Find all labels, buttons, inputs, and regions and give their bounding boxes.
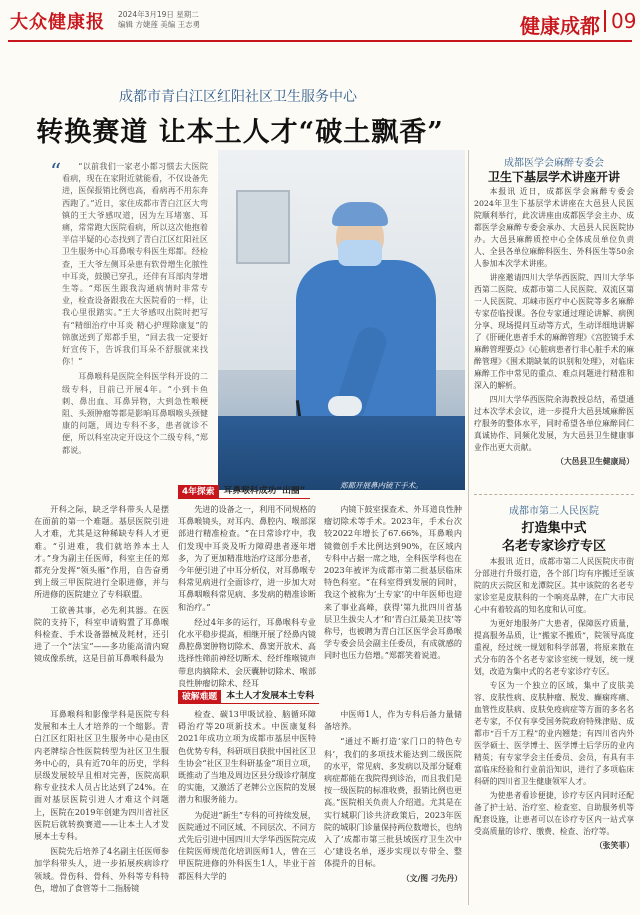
- sec2-column-1: [34, 708, 169, 897]
- body-paragraph: 开科之际，缺乏学科带头人是摆在面前的第一个难题。基层医院引进人才难，尤其是这种稀缺专科人才更难。“引进难，我们就培养本土人才。”身为副主任医师，科室主任的郑都充分发挥“领头雁”作用，自告奋勇到上级三甲医院进行全职进修，并与所进修的医院建立了专科联盟。: [34, 504, 169, 600]
- section-heading: 耳鼻喉科成功“出圈”: [219, 485, 311, 499]
- sidebar1-credit: （大邑县卫生健康局）: [556, 457, 634, 466]
- masthead-meta: [118, 10, 200, 30]
- column-divider: [468, 150, 469, 905]
- body-paragraph: 中医师1人，作为专科后备力量储备培养。: [324, 709, 462, 732]
- body-paragraph: 专区为一个独立的区域，集中了皮肤美容、皮肤性病、皮肤肿瘤、脱发、癫痫疼痛、血管性皮肤病、皮肤免疫病症等方面的多名名老专家，不仅有享受国务院政府特殊津贴、成都市“百千万工程”的业内翘楚；有四川省内外医学硕士、医学博士、医学博士后学历的业内精英；有专家学会主任委员、会员，有具有丰富临床经验和行业前沿知识，进行了多项临床科研的四川省卫生健康领军人才。: [474, 681, 634, 786]
- sec2-column-2: [178, 708, 316, 885]
- body-paragraph: 医院先后培养了4名副主任医师参加学科带头人，进一步拓展疾病诊疗领域。骨伤科、骨科、外科等专科特色，增加了食管等十二指肠镜: [34, 846, 169, 893]
- section-tag: 4年探索: [178, 485, 219, 499]
- body-paragraph: 为更好地服务广大患者，保障医疗质量，提高服务品质，让“搬家不搬质”，院领导高度重视，经过统一规划和科学部署，将原来散在式分布的各个名老专家诊室统一规划，统一规划，改造为集中式的名老专家诊疗专区。: [474, 619, 634, 676]
- article-kicker: 成都市青白江区红阳社区卫生服务中心: [119, 89, 357, 105]
- body-paragraph: 讲座邀请四川大学华西医院、四川大学华西第二医院、成都市第二人民医院、双流区第一人民医院、邛崃市医疗中心医院等多名麻醉专家莅临授课。各位专家通过理论讲解、病例分享、现场提问互动等方式，生动详细地讲解了《肝硬化患者手术的麻醉管理》《宫腔镜手术麻醉管理要点》《心脏病患者行非心脏手术的麻醉管理》《围术期缺氧的识别和处理》，对临床麻醉工作中常见的重点、难点问题进行精准和深入的解析。: [474, 273, 634, 390]
- sidebar2-title-line2: 名老专家诊疗专区: [501, 539, 606, 554]
- surgical-drape: [218, 416, 465, 490]
- sec1-column-3: [324, 503, 462, 665]
- masthead: [0, 0, 640, 46]
- sidebar1-title: 卫生下基层学术讲座开讲: [487, 170, 620, 184]
- intro-paragraph: 耳鼻喉科是医院全科医学科开设的二级专科，目前已开展4年。“小到卡鱼刺、鼻出血、耳鼻异物，大到急性喉梗阻、头颈肿瘤等都是影响耳鼻咽喉头颈健康的问题，周边专科不多，患者就诊不便，所以科室决定开设这个二级专科，”郑都说。: [62, 371, 208, 455]
- body-paragraph: 先进的设备之一，利用不同规格的耳鼻喉镜头，对耳内、鼻腔内、喉部深部进行精准检查。“在日常诊疗中，我们发现中耳炎及听力障碍患者逐年增多，为了更加精准地治疗这部分患者，今年便引进了中耳分析仪，对耳鼻喉专科常见病进行全面诊疗，进一步加大对耳鼻咽喉科常见病、多发病的精准诊断和治疗。”: [178, 504, 316, 612]
- section-heading: 本土人才发展本土专科: [221, 690, 319, 704]
- masthead-rule: [8, 40, 632, 42]
- section-label-2: [178, 690, 319, 704]
- issue-date: 2024年3月19日 星期二: [118, 10, 199, 19]
- article-intro: [62, 160, 208, 459]
- body-paragraph: 工欲善其事，必先利其器。在医院的支持下，科室申请购置了耳鼻喉科检查、手术设备器械及耗材，还引进了一个“法宝”——多功能高清内窥镜成像系统，这是目前耳鼻喉科最为: [34, 604, 169, 664]
- sec2-column-3: [324, 708, 462, 885]
- sidebar1-kicker: 成都医学会麻醉专委会: [504, 158, 604, 169]
- body-paragraph: 四川大学华西医院余海教授总结，希望通过本次学术会议，进一步提升大邑县域麻醉医疗服务的整体水平，同时希望各单位麻醉同仁真诚协作、同频化发展，为大邑县卫生健康事业作出更大贡献。: [474, 395, 634, 452]
- body-paragraph: 为促进“新生”专科的可持续发展，医院通过不同区域、不同层次、不同方式先后引进中国四川大学华西医院完成住院医师规范化培训医师1人，曾在三甲医院进修的外科医生1人，毕业于首都医科大学的: [178, 809, 316, 881]
- body-paragraph: 本报讯 近日，成都医学会麻醉专委会2024年卫生下基层学术讲座在大邑县人民医院顺利举行，此次讲座由成都医学会主办、成都医学会麻醉专委会承办、大邑县人民医院协办。大邑县麻醉质控中心全体成员单位负责人、全县各单位麻醉科医生、外科医生等50余人参加本次学术讲座。: [474, 187, 634, 268]
- surgical-cap: [332, 202, 388, 226]
- sidebar2-title-line1: 打造集中式: [521, 521, 587, 536]
- sidebar2-credit: （张笑菲）: [595, 841, 634, 850]
- photo-caption: 郑都开展鼻内镜下手术。: [340, 481, 423, 490]
- page-number: 09: [604, 10, 636, 32]
- sidebar2-body: [474, 556, 634, 852]
- monitor-shape: [236, 190, 290, 264]
- body-paragraph: 检查、碳13甲吸试验、脑循环障碍治疗等20项新技术。中医康复科2021年成功立项为成都市基层中医特色优势专科，科研项目获批中国社区卫生协会“社区卫生科研基金”项目立项，既推动了当地及周边区县分级诊疗制度的实施，又激活了老牌公立医院的发展潜力和服务能力。: [178, 709, 316, 805]
- body-paragraph: 内镜下鼓室探查术、外耳道良性肿瘤切除术等手术。2023年，手术台次较2022年增长了67.66%，耳鼻喉内镜微创手术比例达到90%，在区域内专科中占据一席之地，全科医学科也在2023年被评为成都市第二批基层临床特色科室。“在科室得到发展的同时，我这个被称为‘土专家’的中年医师也迎来了事业高峰，获得‘第九批四川省基层卫生拔尖人才’和‘青白江最美卫技’等称号，也被聘为青白江区医学会耳鼻喉学专委会员会副主任委员，有成就感的同时也压力倍增。”郑都笑着说道。: [324, 504, 462, 661]
- section-title: 健康成都: [520, 14, 600, 38]
- body-paragraph: 本报讯 近日，成都市第二人民医院庆市街分部进行升级打造，各个部门均有序搬迁至该院的庆云院区和龙潭院区。其中该院的名老专家诊室是皮肤科的一个响亮品牌，在广大市民心中有着较高的知名度和认可度。: [474, 557, 634, 614]
- article-headline: 转换赛道 让本土人才“破土飘香”: [36, 117, 444, 148]
- body-paragraph: “通过不断打造‘家门口的特色专科’，我们的多项技术能达到二级医院的水平，常见病、多发病以及部分疑难病症都能在我院得到诊治，而且我们是按一级医院的标准收费，报销比例也更高。”医院相关负责人介绍道。尤其是在实行城职门诊共济政策后，2023年医院的城职门诊量保持两位数增长，也纳入了‘成都市第三批县域医疗卫生次中心’建设名单，逐步实现以专带全、整体提升的目标。: [324, 736, 462, 869]
- editors-credit: 编辑 方婕莲 美编 王志勇: [118, 20, 201, 29]
- doctor-glove: [328, 396, 362, 416]
- body-paragraph: 经过4年多的运行，耳鼻喉科专业化水平稳步提高，相继开展了经鼻内镜鼻腔鼻窦肿物切除术、鼻窦开放术、高选择性筛前神经切断术、经纤维喉镜声带息肉摘除术、会厌囊肿切除术、喉部良性肿瘤切除术、经耳: [178, 616, 316, 688]
- sidebar-separator: [474, 494, 634, 495]
- sidebar1-body: [474, 186, 634, 468]
- section-tag: 破解难题: [178, 690, 221, 704]
- body-paragraph: 耳鼻喉科和影像学科是医院专科发展和本土人才培养的一个缩影。青白江区红阳社区卫生服务中心是由区内老牌综合性医院转型为社区卫生服务中心的，具有近70年的历史，学科层级发展较早且相对完善，医院高职称专业技术人员占比达到了24%。在面对基层医院引进人才难这个问题上，医院在2019年创建为四川省社区医院后就转换赛道——让本土人才发展本土专科。: [34, 709, 169, 842]
- sec1-column-1: [34, 503, 169, 668]
- surgical-mask: [338, 240, 382, 266]
- sidebar2-kicker: 成都市第二人民医院: [509, 506, 599, 517]
- sec1-column-2: [178, 503, 316, 692]
- newspaper-logo: 大众健康报: [10, 12, 105, 33]
- quote-mark-icon: “: [50, 160, 62, 185]
- section-label-1: [178, 485, 310, 499]
- surgery-photo: [218, 150, 465, 490]
- article-byline: （文/图 刁先丹）: [401, 873, 462, 883]
- intro-paragraph: “以前我们一家老小都习惯去大医院看病，现在在家附近就能看，不仅设备先进，医保报销比例也高，看病再不用东奔西跑了。”近日，家住成都市青白江区大弯镇的王大爷感叹道，因为左耳堵塞、耳痛，常常跑大医院看病，所以这次他抱着半信半疑的心态找到了青白江区红阳社区卫生服务中心耳鼻喉专科医生郑都。经检查，王大爷左侧耳朵患有软骨增生化脓性中耳炎，鼓膜已穿孔，还伴有耳部肉芽增生等。“郑医生跟我沟通病情时非常专业，检查设备跟我在大医院看的一样，让我心里很踏实。”王大爷感叹出院时把写有“精细治疗中耳炎 精心护理除康复”的锦旗送到了郑都手里，“回去我一定要好好宣传下，告诉我们耳朵不舒服就来找你！”: [62, 161, 208, 367]
- body-paragraph: 为使患者看诊便捷，诊疗专区内同时还配备了护士站、治疗室、检查室、自助服务机等配套设施，让患者可以在诊疗专区内一站式享受高质量的诊疗、缴费、检查、治疗等。: [474, 791, 634, 836]
